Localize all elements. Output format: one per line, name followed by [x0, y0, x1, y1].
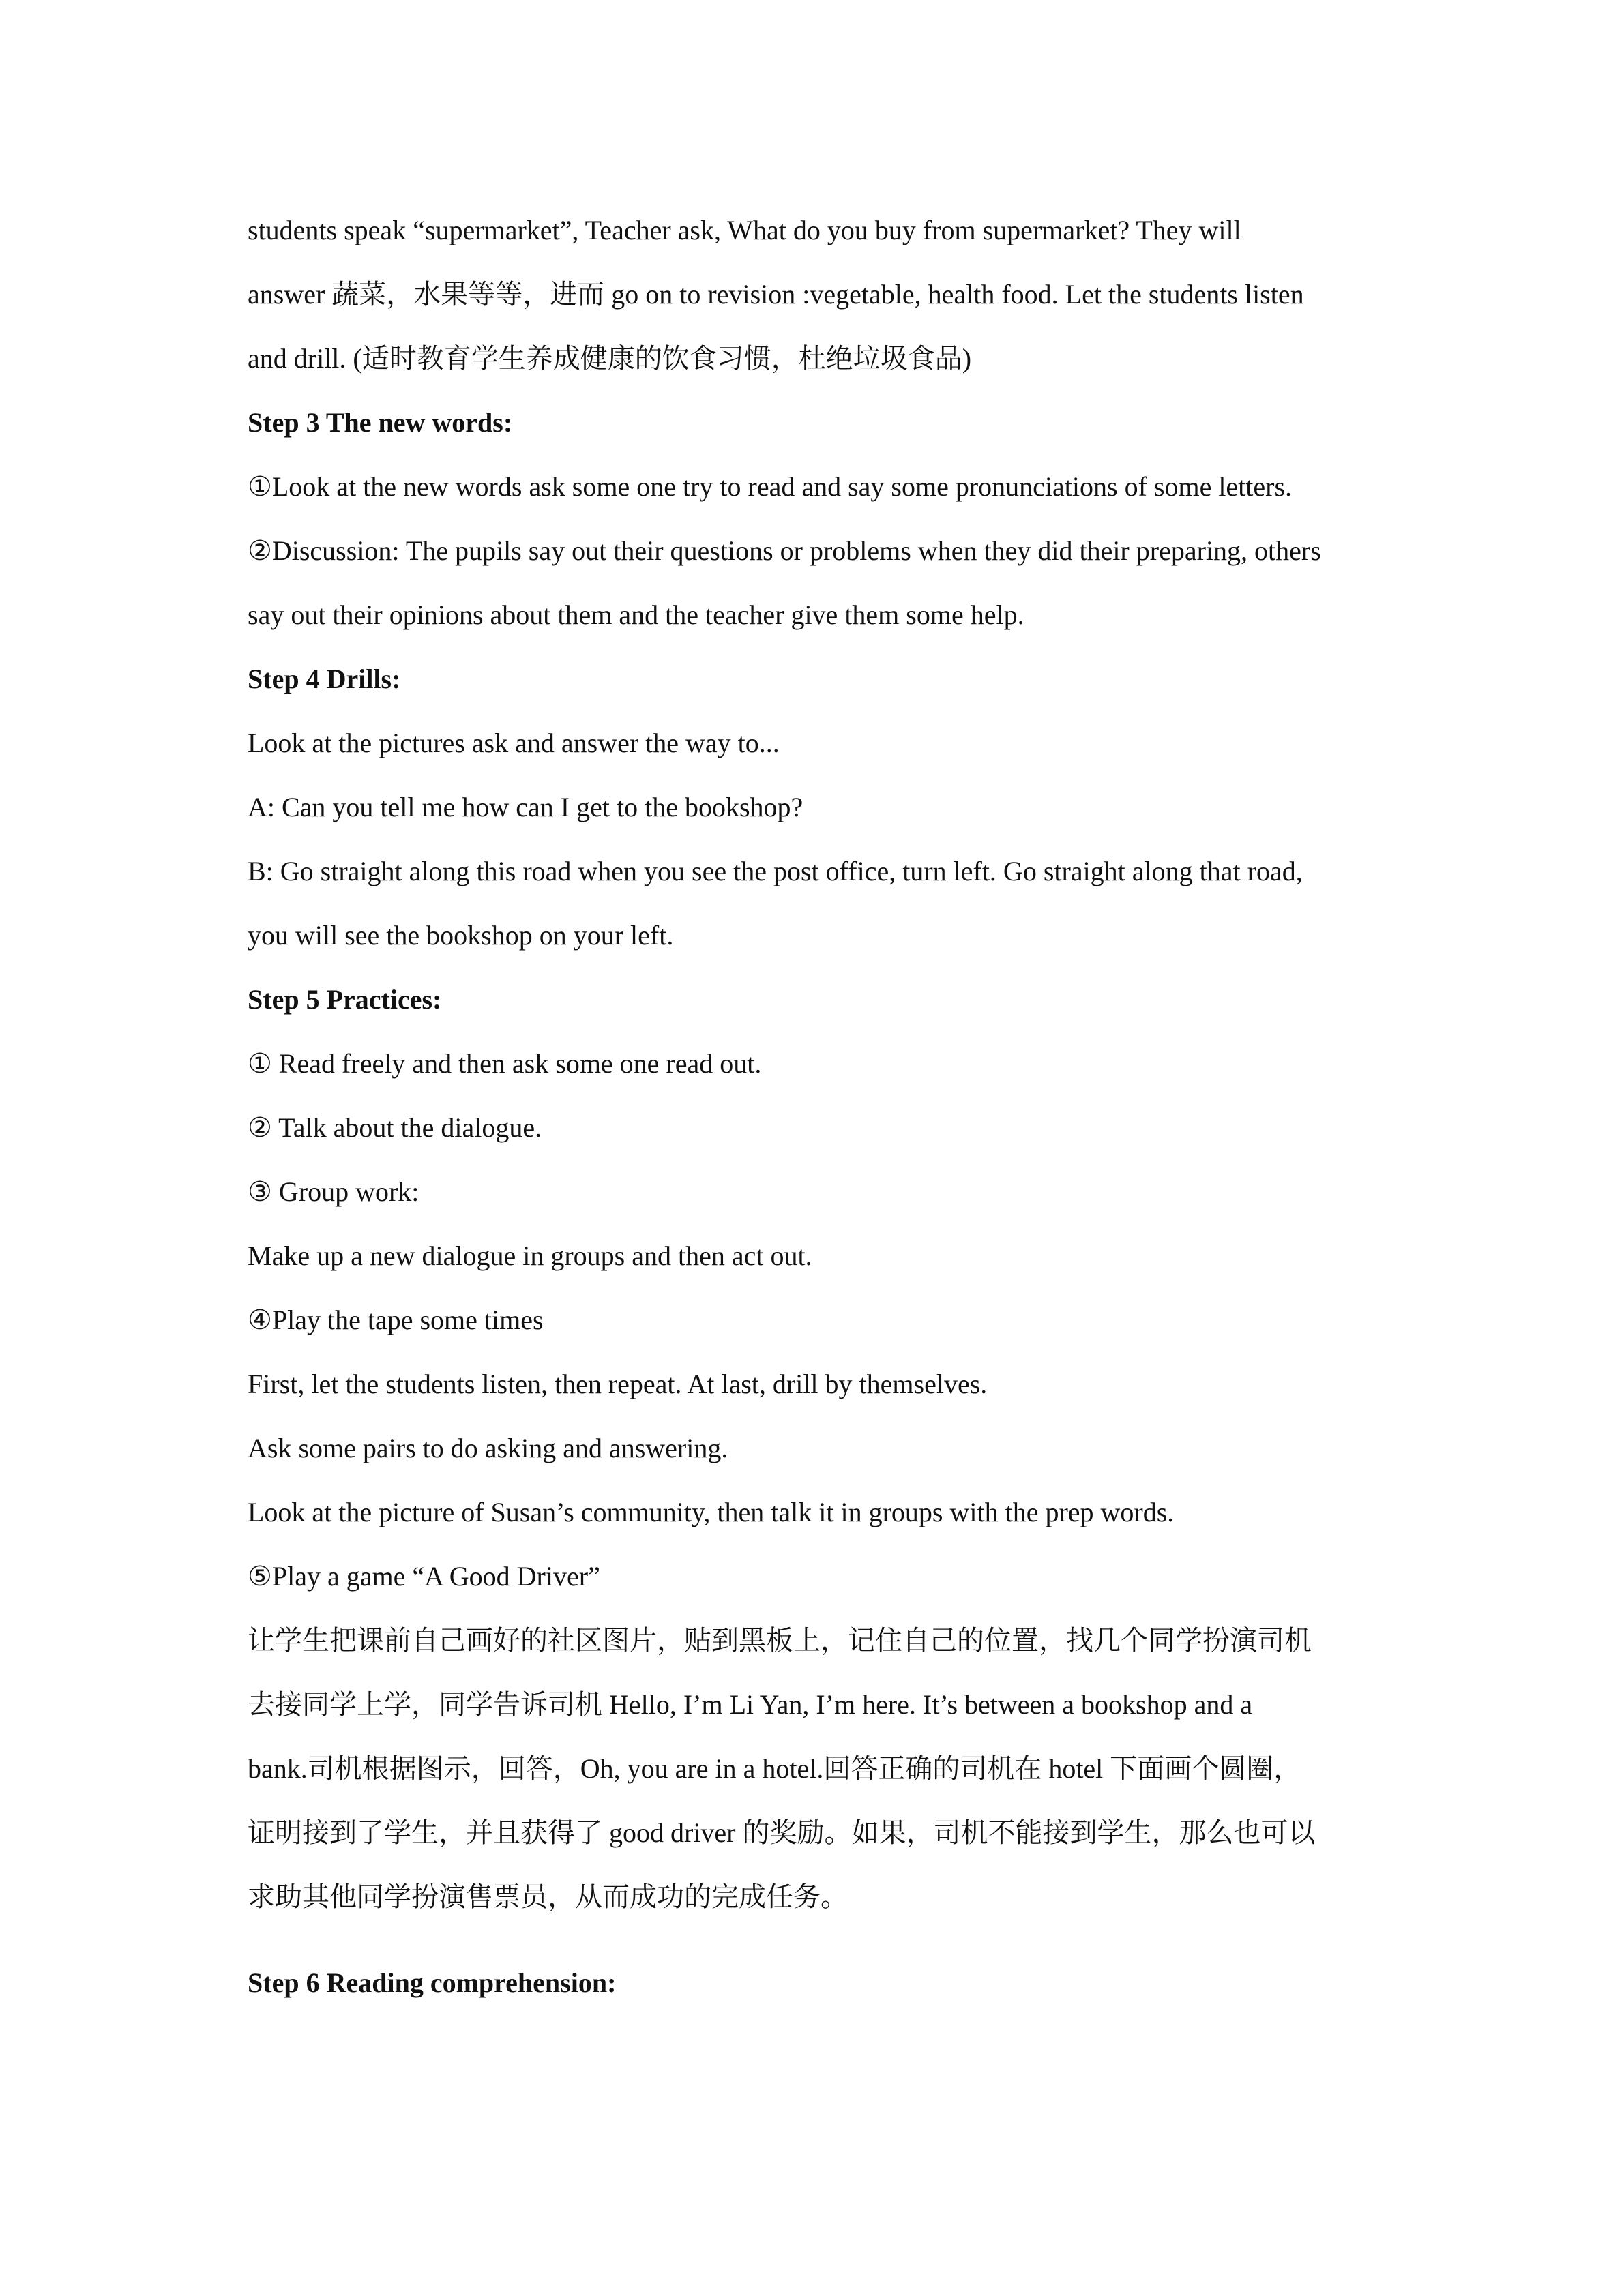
step5-line: ⑤Play a game “A Good Driver” — [248, 1561, 600, 1592]
paragraph-line: students speak “supermarket”, Teacher ask, What do you buy from supermarket? They will — [248, 215, 1241, 245]
step5-line: ④Play the tape some times — [248, 1304, 544, 1335]
step5-line: bank.司机根据图示，回答，Oh, you are in a hotel.回答正确的司机在 hotel 下面画个圆圈， — [248, 1753, 1301, 1784]
step4-line: A: Can you tell me how can I get to the bookshop? — [248, 792, 803, 822]
step5-heading: Step 5 Practices: — [248, 984, 442, 1015]
step3-line: ②Discussion: The pupils say out their questions or problems when they did their preparing, others — [248, 535, 1321, 566]
step3-heading: Step 3 The new words: — [248, 407, 513, 438]
step3-line: say out their opinions about them and the teacher give them some help. — [248, 599, 1024, 630]
step5-line: Make up a new dialogue in groups and then act out. — [248, 1240, 812, 1271]
step5-line: 证明接到了学生，并且获得了 good driver 的奖励。如果，司机不能接到学生，那么也可以 — [248, 1817, 1316, 1848]
step5-line: First, let the students listen, then repeat. At last, drill by themselves. — [248, 1369, 988, 1399]
step4-line: B: Go straight along this road when you see the post office, turn left. Go straight along that road, — [248, 856, 1303, 886]
paragraph-line: and drill. (适时教育学生养成健康的饮食习惯，杜绝垃圾食品) — [248, 343, 972, 374]
step4-line: you will see the bookshop on your left. — [248, 920, 674, 951]
step6-heading: Step 6 Reading comprehension: — [248, 1967, 617, 1998]
step5-line: 求助其他同学扮演售票员，从而成功的完成任务。 — [248, 1881, 848, 1912]
step4-line: Look at the pictures ask and answer the way to... — [248, 728, 780, 758]
step5-line: 让学生把课前自己画好的社区图片，贴到黑板上，记住自己的位置，找几个同学扮演司机 — [248, 1625, 1312, 1656]
step5-line: ③ Group work: — [248, 1176, 419, 1207]
step5-line: Look at the picture of Susan’s community, then talk it in groups with the prep words. — [248, 1497, 1175, 1527]
step5-line: ② Talk about the dialogue. — [248, 1112, 542, 1143]
step4-heading: Step 4 Drills: — [248, 664, 401, 694]
paragraph-line: answer 蔬菜，水果等等，进而 go on to revision :vegetable, health food. Let the students listen — [248, 279, 1304, 310]
step5-line: ① Read freely and then ask some one read out. — [248, 1048, 762, 1079]
step5-line: 去接同学上学，同学告诉司机 Hello, I’m Li Yan, I’m here. It’s between a bookshop and a — [248, 1689, 1253, 1720]
step5-line: Ask some pairs to do asking and answering. — [248, 1433, 728, 1463]
step3-line: ①Look at the new words ask some one try to read and say some pronunciations of some letters. — [248, 471, 1293, 502]
